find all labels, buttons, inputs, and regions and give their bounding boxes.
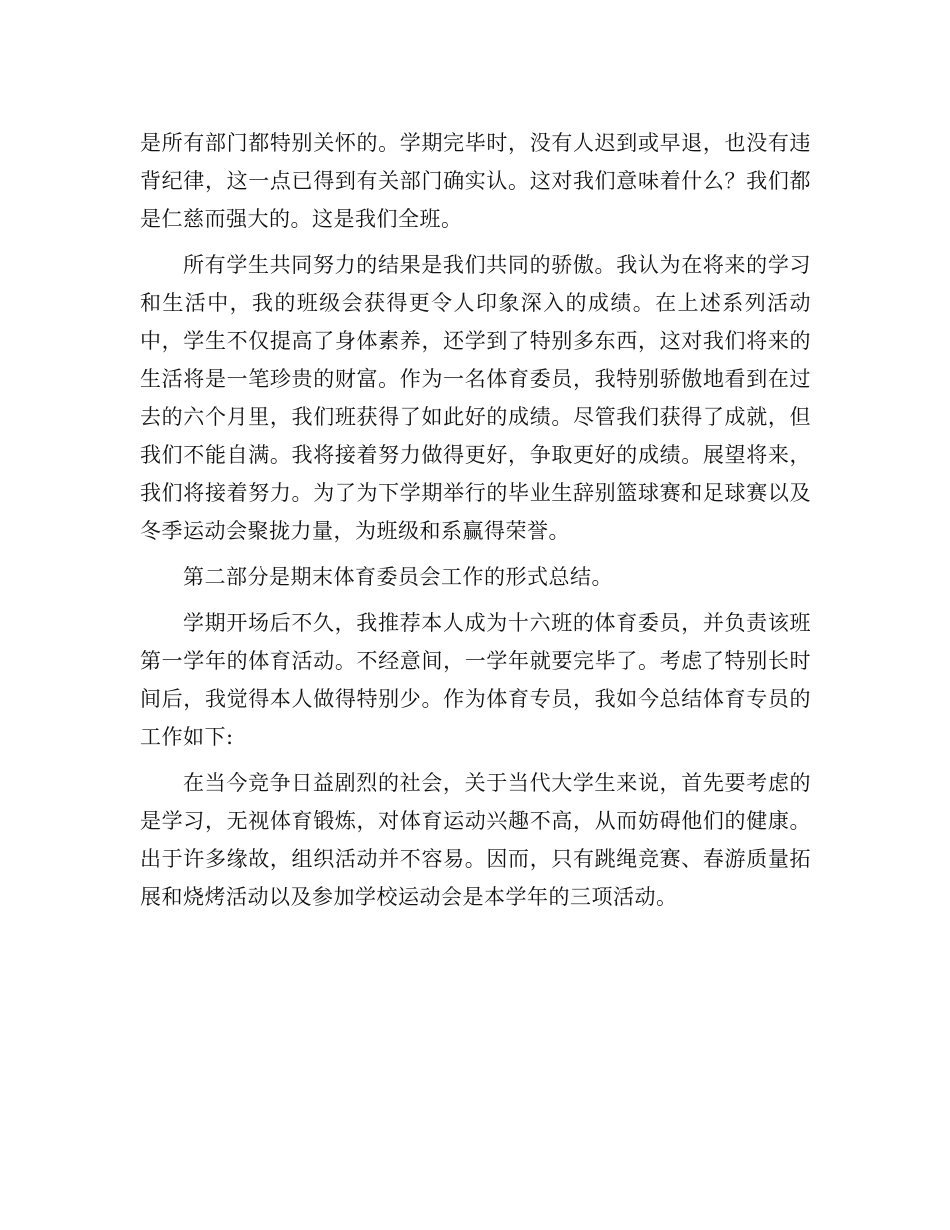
paragraph-2: 所有学生共同努力的结果是我们共同的骄傲。我认为在将来的学习和生活中，我的班级会获得更令人印象深入的成绩。在上述系列活动中，学生不仅提高了身体素养，还学到了特别多东西，这对我们将来的生活将是一笔珍贵的财富。作为一名体育委员，我特别骄傲地看到在过去的六个月里，我们班获得了如此好的成绩。尽管我们获得了成就，但我们不能自满。我将接着努力做得更好，争取更好的成绩。展望将来，我们将接着努力。为了为下学期举行的毕业生辞别篮球赛和足球赛以及冬季运动会聚拢力量，为班级和系赢得荣誉。 xyxy=(140,253,811,543)
document-page xyxy=(140,124,811,924)
paragraph-5: 在当今竞争日益剧烈的社会，关于当代大学生来说，首先要考虑的是学习，无视体育锻炼，对体育运动兴趣不高，从而妨碍他们的健康。出于许多缘故，组织活动并不容易。因而，只有跳绳竞赛、春游质量拓展和烧烤活动以及参加学校运动会是本学年的三项活动。 xyxy=(140,771,811,909)
paragraph-1: 是所有部门都特别关怀的。学期完毕时，没有人迟到或早退，也没有违背纪律，这一点已得到有关部门确实认。这对我们意味着什么？我们都是仁慈而强大的。这是我们全班。 xyxy=(140,131,811,231)
paragraph-3: 第二部分是期末体育委员会工作的形式总结。 xyxy=(183,565,613,589)
paragraph-4: 学期开场后不久，我推荐本人成为十六班的体育委员，并负责该班第一学年的体育活动。不经意间，一学年就要完毕了。考虑了特别长时间后，我觉得本人做得特别少。作为体育专员，我如今总结体育专员的工作如下: xyxy=(140,611,811,749)
